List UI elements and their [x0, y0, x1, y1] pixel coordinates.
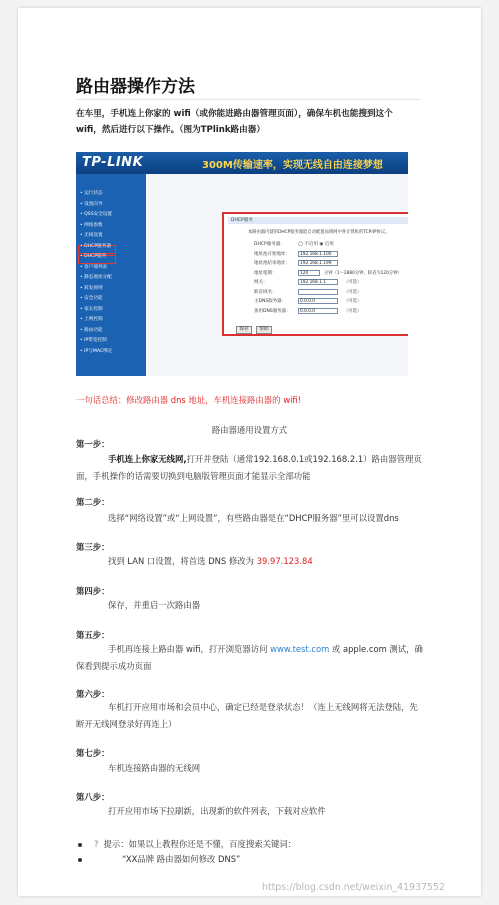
page-title: 路由器操作方法	[76, 77, 195, 97]
tip-2-text: “XX品牌 路由器如何修改 DNS”	[122, 854, 241, 864]
step-4-body: 保存，并重启一次路由器	[108, 600, 201, 610]
step-8-text	[76, 803, 423, 820]
help-icon: ?	[94, 839, 99, 849]
step-2-label: 第二步：	[76, 497, 110, 507]
dhcp-field-input[interactable]: 192.168.1.1	[298, 279, 338, 285]
router-menu-item[interactable]: • DHCP服务器	[80, 243, 111, 249]
step-3-text	[76, 553, 423, 570]
dhcp-field-label: 地址租期：	[254, 270, 277, 276]
intro-paragraph: 在车里，手机连上你家的 wifi（或你能进路由器管理页面），确保车机也能搜到这个 wifi，然后进行以下操作。（图为TPlink路由器）	[76, 109, 393, 135]
dhcp-field-input[interactable]	[298, 289, 338, 295]
step-3-body: 找到 LAN 口设置，将首选 DNS 修改为	[108, 556, 255, 566]
router-menu-item[interactable]: • 运行状态	[80, 191, 103, 196]
step-1-text	[76, 451, 423, 485]
step-8-label: 第八步：	[76, 792, 110, 802]
step-1-body: 打开并登陆（通常192.168.0.1或192.168.2.1）路由器管理页面，手机操作的话需要切换到电脑版管理页面才能显示全部功能	[76, 454, 422, 481]
tip-item-2	[78, 853, 240, 865]
step-7-label: 第七步：	[76, 748, 110, 758]
dhcp-field-label: 地址池开始地址：	[254, 251, 290, 257]
dhcp-field-label: 备用DNS服务器：	[254, 308, 291, 314]
router-admin-screenshot	[76, 152, 408, 376]
dhcp-field-note: （可选）	[344, 280, 362, 285]
router-menu-item[interactable]: • IP与MAC绑定	[80, 348, 113, 354]
router-menu-item[interactable]: • 路由功能	[80, 327, 103, 333]
step-6-body: 车机打开应用市场和会员中心，确定已经是登录状态！（连上无线网将无法登陆，先断开无线网登录好再连上）	[76, 702, 418, 729]
step-5-body-a: 手机再连接上路由器 wifi，打开浏览器访问	[108, 644, 268, 654]
dhcp-field-label: DHCP服务器：	[254, 242, 285, 247]
tplink-slogan: 300M传输速率，实现无线自由连接梦想	[202, 160, 383, 171]
dhcp-field-input[interactable]: 120	[298, 270, 320, 276]
dhcp-settings-box	[222, 212, 408, 336]
bullet-icon	[78, 843, 82, 847]
section-title: 路由器通用设置方式	[211, 425, 288, 435]
step-4-label: 第四步：	[76, 586, 110, 596]
step-2-body: 选择“网络设置”或“上网设置”，有些路由器是在“DHCP服务器”里可以设置dns	[108, 513, 399, 523]
summary-line: 一句话总结：修改路由器 dns 地址，车机连接路由器的 wifi!	[76, 395, 302, 405]
router-menu-item[interactable]: • 无线设置	[80, 233, 103, 238]
tplink-logo: TP-LINK	[82, 155, 144, 170]
watermark: https://blog.csdn.net/weixin_41937552	[262, 882, 445, 893]
step-4-text	[76, 597, 423, 614]
title-divider	[76, 99, 421, 100]
tip-item-1	[78, 838, 296, 850]
bullet-icon	[78, 858, 82, 862]
dhcp-panel-title: DHCP服务	[228, 217, 408, 224]
step-5-text	[76, 641, 423, 675]
dhcp-enable-radio[interactable]: ◯ 不启用 ◉ 启用	[298, 242, 334, 247]
save-button[interactable]: 保存	[236, 326, 252, 334]
step-1-bold: 手机连上你家无线网,	[108, 454, 187, 464]
router-sidebar	[76, 174, 146, 376]
router-menu-item[interactable]: • 家长控制	[80, 306, 103, 312]
router-menu-item[interactable]: • 静态地址分配	[80, 275, 112, 280]
dhcp-field-note: （可选）	[344, 308, 362, 314]
dhcp-field-input[interactable]: 0.0.0.0	[298, 298, 338, 304]
test-link[interactable]: www.test.com	[270, 644, 330, 654]
router-menu-item[interactable]: • DHCP服务	[80, 254, 107, 259]
dhcp-field-label: 缺省域名：	[254, 289, 277, 295]
dhcp-field-input[interactable]: 192.168.1.199	[298, 260, 338, 266]
router-menu-item[interactable]: • 转发规则	[80, 285, 103, 291]
step-6-label: 第六步：	[76, 689, 110, 699]
tplink-header	[76, 152, 408, 174]
router-menu-item[interactable]: • 设置向导	[80, 201, 103, 207]
step-6-text	[76, 699, 423, 733]
router-menu-item[interactable]: • IP带宽控制	[80, 338, 107, 343]
help-button[interactable]: 帮助	[256, 326, 272, 334]
step-7-body: 车机连接路由器的无线网	[108, 763, 201, 773]
dhcp-field-note: 分钟（1～2880分钟，缺省为120分钟）	[324, 270, 402, 276]
step-7-text	[76, 760, 423, 777]
step-3-label: 第三步：	[76, 542, 110, 552]
step-2-text	[76, 510, 423, 527]
router-menu-item[interactable]: • 客户端列表	[80, 264, 108, 270]
dhcp-field-label: 地址池结束地址：	[254, 261, 290, 266]
dhcp-field-note: （可选）	[344, 299, 362, 304]
dns-address: 39.97.123.84	[256, 556, 313, 566]
step-5-body-b: 或 apple.com 测试，确保看到提示成功页面	[76, 644, 423, 671]
dhcp-field-label: 主DNS服务器：	[254, 299, 287, 304]
step-5-label: 第五步：	[76, 630, 110, 640]
dhcp-description: 本路由器内建的DHCP服务器能自动配置局域网中各计算机的TCP/IP协议。	[248, 230, 390, 235]
router-main-panel	[146, 174, 408, 376]
dhcp-field-input[interactable]: 0.0.0.0	[298, 308, 338, 314]
tip-1-text: 提示：如果以上教程你还是不懂，百度搜索关键词：	[103, 839, 297, 849]
router-menu-item[interactable]: • QSS安全设置	[80, 212, 112, 217]
router-menu-item[interactable]: • 上网控制	[80, 317, 103, 322]
step-1-label: 第一步：	[76, 439, 110, 449]
dhcp-field-label: 网关：	[254, 280, 268, 285]
step-8-body: 打开应用市场下拉刷新，出现新的软件列表，下载对应软件	[108, 806, 326, 816]
router-menu-item[interactable]: • 安全功能	[80, 296, 103, 301]
dhcp-field-note: （可选）	[344, 289, 362, 295]
dhcp-field-input[interactable]: 192.168.1.100	[298, 251, 338, 257]
router-menu-item[interactable]: • 网络参数	[80, 222, 103, 228]
